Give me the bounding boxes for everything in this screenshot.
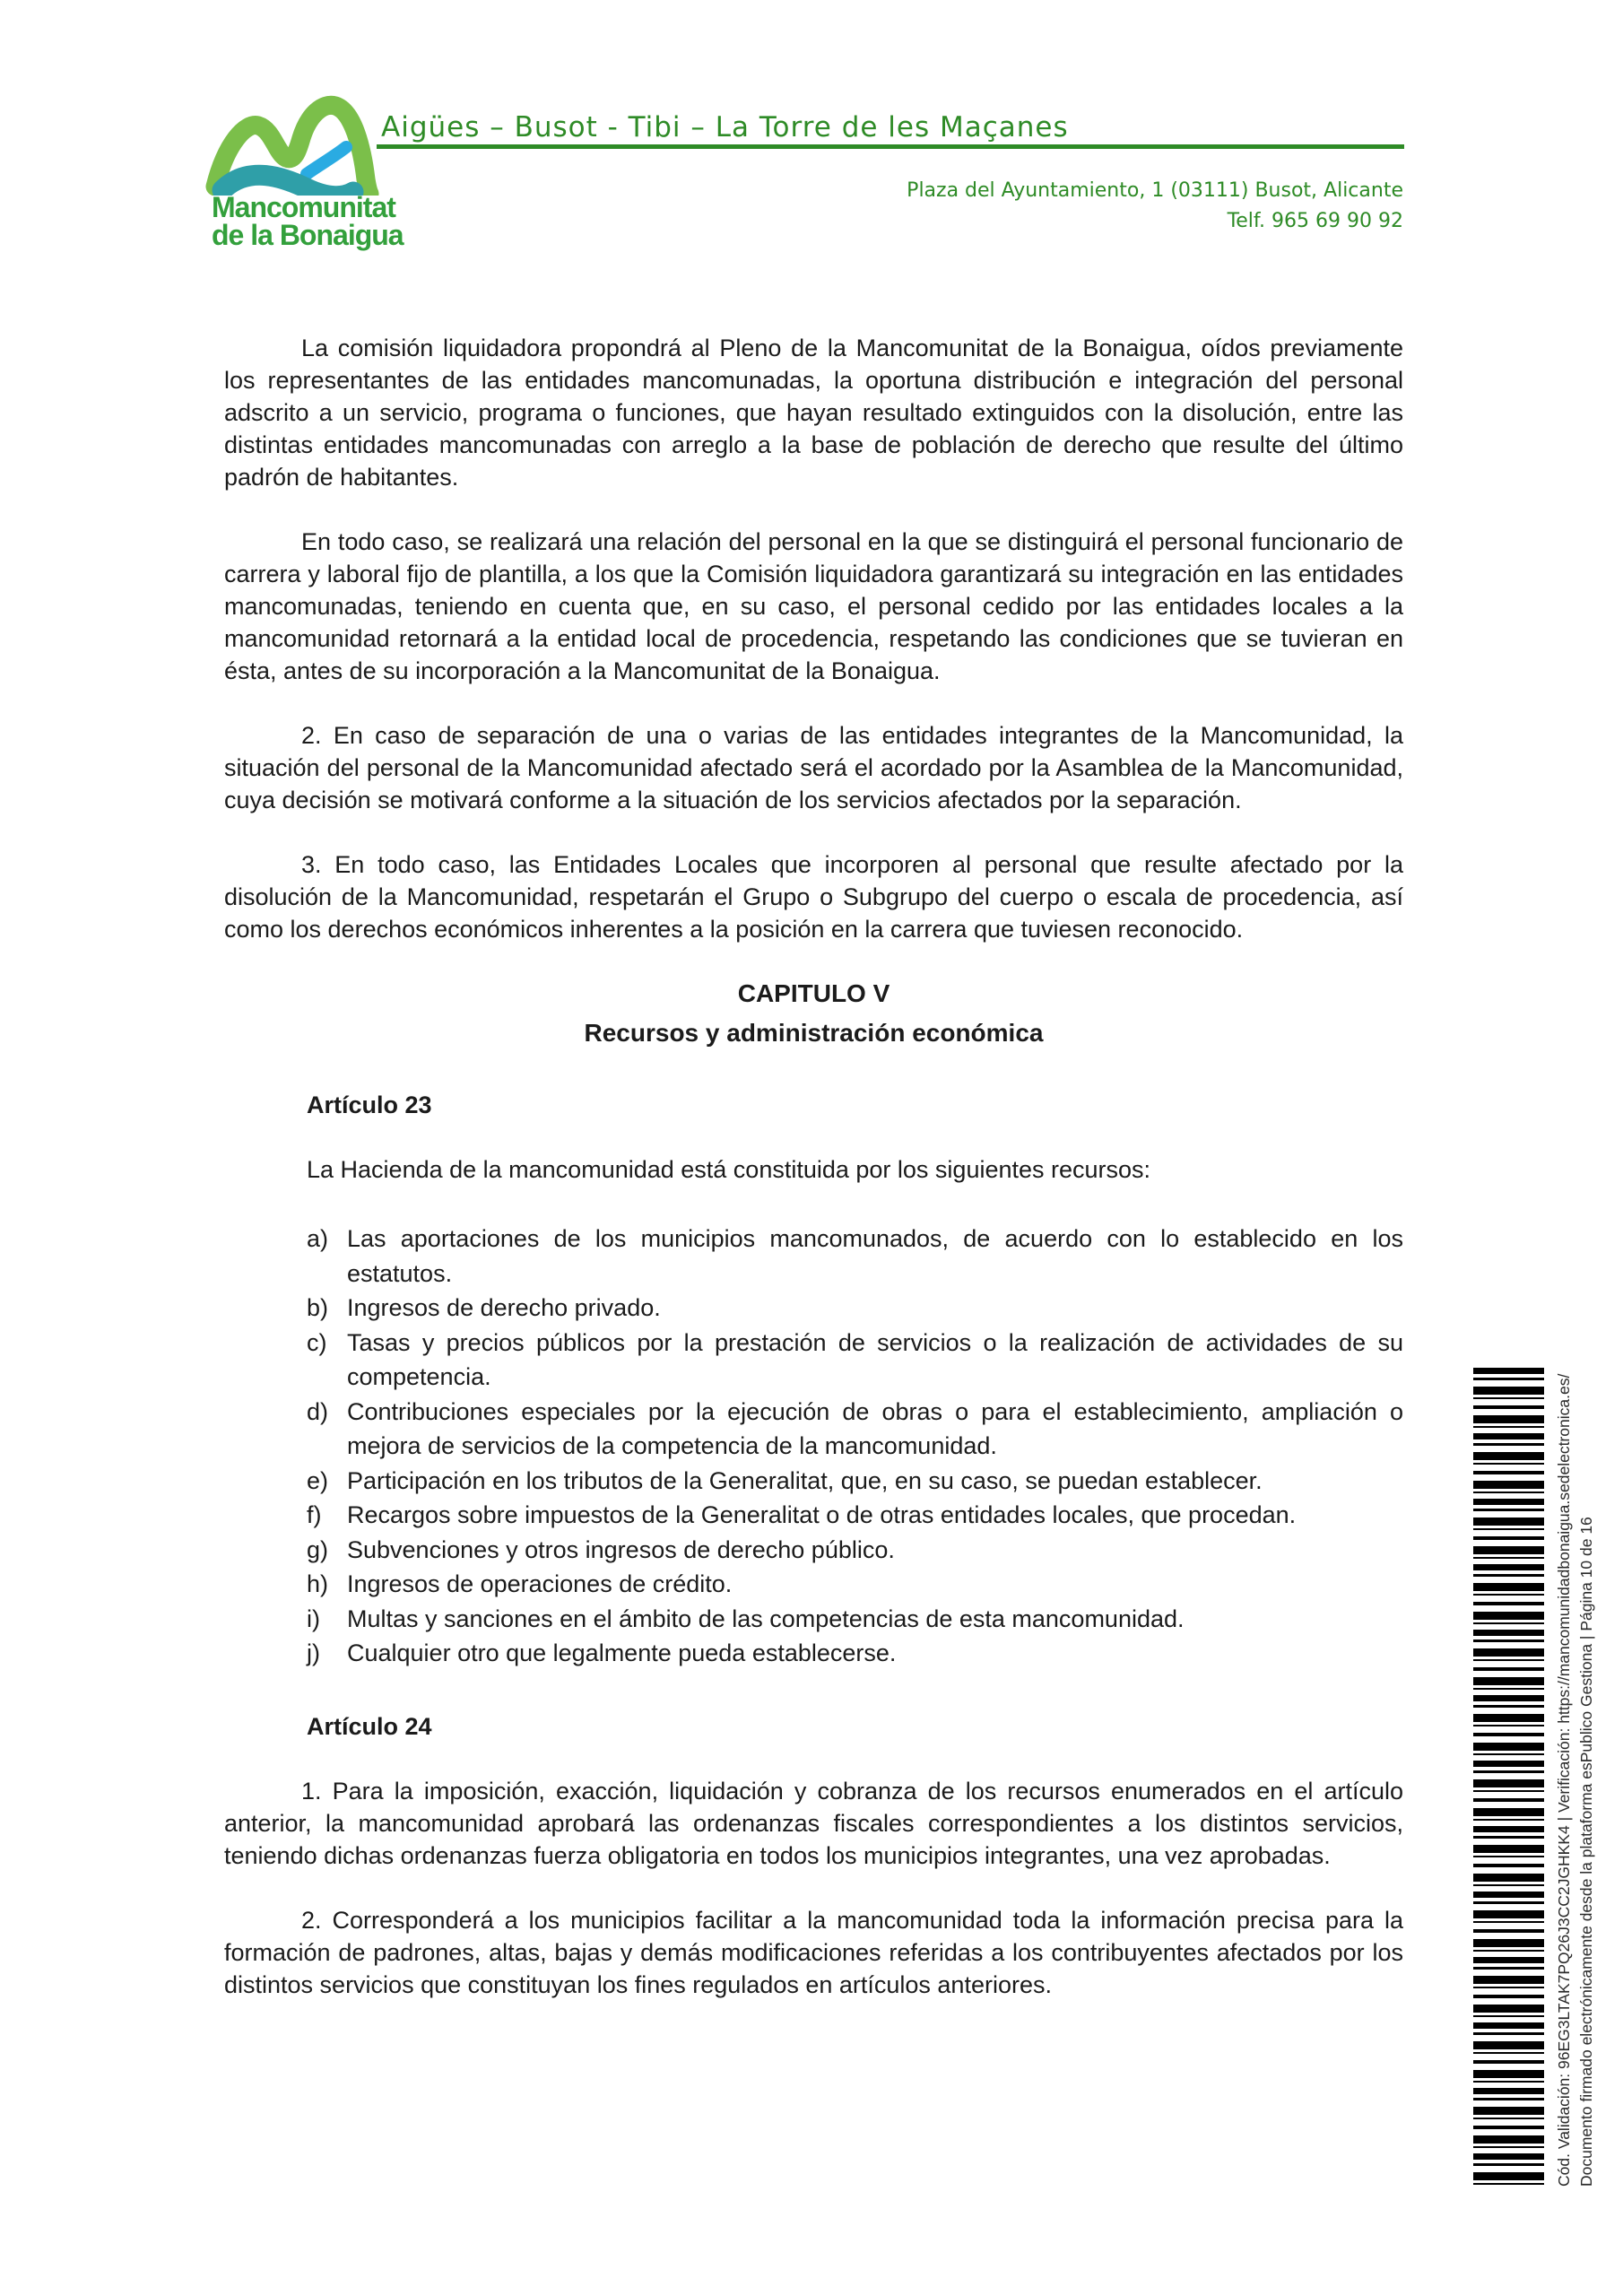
item-text: Las aportaciones de los municipios mancomunados, de acuerdo con lo establecido en los estatutos. — [347, 1225, 1403, 1287]
signature-text: Documento firmado electrónicamente desde la plataforma esPublico Gestiona | Página 10 de 16 — [1577, 1517, 1595, 2187]
item-letter: h) — [307, 1570, 329, 1597]
validation-text: Cód. Validación: 96EG3LTAK7PQ26J3CC2JGHKK4 | Verificación: https://mancomunidadbonaigua.sedelectronica.es/ — [1555, 1373, 1573, 2187]
list-item — [224, 1533, 1403, 1568]
logo-text — [212, 191, 414, 251]
item-letter: j) — [307, 1639, 320, 1666]
item-text: Ingresos de operaciones de crédito. — [347, 1570, 733, 1597]
address-line-2: Telf. 965 69 90 92 — [1227, 210, 1403, 232]
item-text: Participación en los tributos de la Generalitat, que, en su caso, se puedan establecer. — [347, 1466, 1263, 1494]
address-line-1: Plaza del Ayuntamiento, 1 (03111) Busot, Alicante — [907, 179, 1403, 202]
municipalities-line: Aigües – Busot - Tibi – La Torre de les Maçanes — [381, 111, 1069, 144]
list-item — [224, 1602, 1403, 1637]
list-item — [224, 1567, 1403, 1602]
article-24-paragraph-2: 2. Corresponderá a los municipios facilitar a la mancomunidad toda la información precisa para la formación de padrones, altas, bajas y demás modificaciones referidas a los contribuyentes afectados por los distintos servicios que constituyan los fines regulados en artículos anteriores. — [224, 1906, 1403, 1998]
chapter-subtitle: Recursos y administración económica — [584, 1019, 1044, 1047]
list-item — [224, 1498, 1403, 1533]
item-letter: d) — [307, 1397, 329, 1425]
main-content — [224, 332, 1403, 2033]
list-item — [224, 1464, 1403, 1499]
item-letter: a) — [307, 1225, 329, 1252]
item-text: Multas y sanciones en el ámbito de las competencias de esta mancomunidad. — [347, 1605, 1185, 1632]
paragraph-2: En todo caso, se realizará una relación del personal en la que se distinguirá el personal funcionario de carrera y laboral fijo de plantilla, a los que la Comisión liquidadora garantizará su integración en las entidades mancomunadas, teniendo en cuenta que, en su caso, el personal cedido por las entidades locales a la mancomunidad retornará a la entidad local de procedencia, respetando las condiciones que se tuvieran en ésta, antes de su incorporación a la Mancomunitat de la Bonaigua. — [224, 528, 1403, 684]
item-text: Ingresos de derecho privado. — [347, 1294, 661, 1321]
logo — [199, 81, 414, 249]
item-letter: g) — [307, 1535, 329, 1563]
item-letter: e) — [307, 1466, 329, 1494]
address-block — [807, 176, 1403, 237]
list-item — [224, 1291, 1403, 1326]
list-item — [224, 1636, 1403, 1671]
barcode — [1473, 1368, 1544, 2186]
article-24-heading: Artículo 24 — [307, 1712, 432, 1740]
header-rule — [377, 144, 1404, 149]
list-item — [224, 1326, 1403, 1395]
paragraph-4: 3. En todo caso, las Entidades Locales que incorporen al personal que resulte afectado por la disolución de la Mancomunidad, respetarán el Grupo o Subgrupo del cuerpo o escala de procedencia, así como los derechos económicos inherentes a la posición en la carrera que tuviesen reconocido. — [224, 851, 1403, 943]
item-letter: f) — [307, 1501, 322, 1528]
logo-text-line1: Mancomunitat — [212, 191, 395, 223]
item-text: Contribuciones especiales por la ejecución de obras o para el establecimiento, ampliación o mejora de servicios de la competencia de la mancomunidad. — [347, 1397, 1403, 1459]
list-item — [224, 1222, 1403, 1291]
chapter-title: CAPITULO V — [737, 979, 890, 1007]
item-text: Subvenciones y otros ingresos de derecho público. — [347, 1535, 895, 1563]
article-24-paragraph-1: 1. Para la imposición, exacción, liquidación y cobranza de los recursos enumerados en el artículo anterior, la mancomunidad aprobará las ordenanzas fiscales correspondientes a los distintos servicios, teniendo dichas ordenanzas fuerza obligatoria en todos los municipios integrantes, una vez aprobadas. — [224, 1777, 1403, 1869]
paragraph-1: La comisión liquidadora propondrá al Pleno de la Mancomunitat de la Bonaigua, oídos previamente los representantes de las entidades mancomunadas, la oportuna distribución e integración del personal adscrito a un servicio, programa o funciones, que hayan resultado extinguidos con la disolución, entre las distintas entidades mancomunadas con arreglo a la base de población de derecho que resulte del último padrón de habitantes. — [224, 335, 1403, 491]
item-letter: i) — [307, 1605, 320, 1632]
list-item — [224, 1395, 1403, 1464]
item-letter: c) — [307, 1328, 327, 1356]
article-23-heading: Artículo 23 — [307, 1091, 432, 1118]
item-text: Recargos sobre impuestos de la Generalitat o de otras entidades locales, que procedan. — [347, 1501, 1297, 1528]
item-letter: b) — [307, 1294, 329, 1321]
item-text: Cualquier otro que legalmente pueda establecerse. — [347, 1639, 897, 1666]
article-23-intro: La Hacienda de la mancomunidad está constituida por los siguientes recursos: — [307, 1156, 1151, 1183]
item-text: Tasas y precios públicos por la prestación de servicios o la realización de actividades de su competencia. — [347, 1328, 1403, 1390]
logo-text-line2: de la Bonaigua — [212, 219, 404, 251]
paragraph-3: 2. En caso de separación de una o varias de las entidades integrantes de la Mancomunidad, la situación del personal de la Mancomunidad afectado será el acordado por la Asamblea de la Mancomunidad, cuya decisión se motivará conforme a la situación de los servicios afectados por la separación. — [224, 722, 1403, 813]
resources-list — [224, 1222, 1403, 1671]
